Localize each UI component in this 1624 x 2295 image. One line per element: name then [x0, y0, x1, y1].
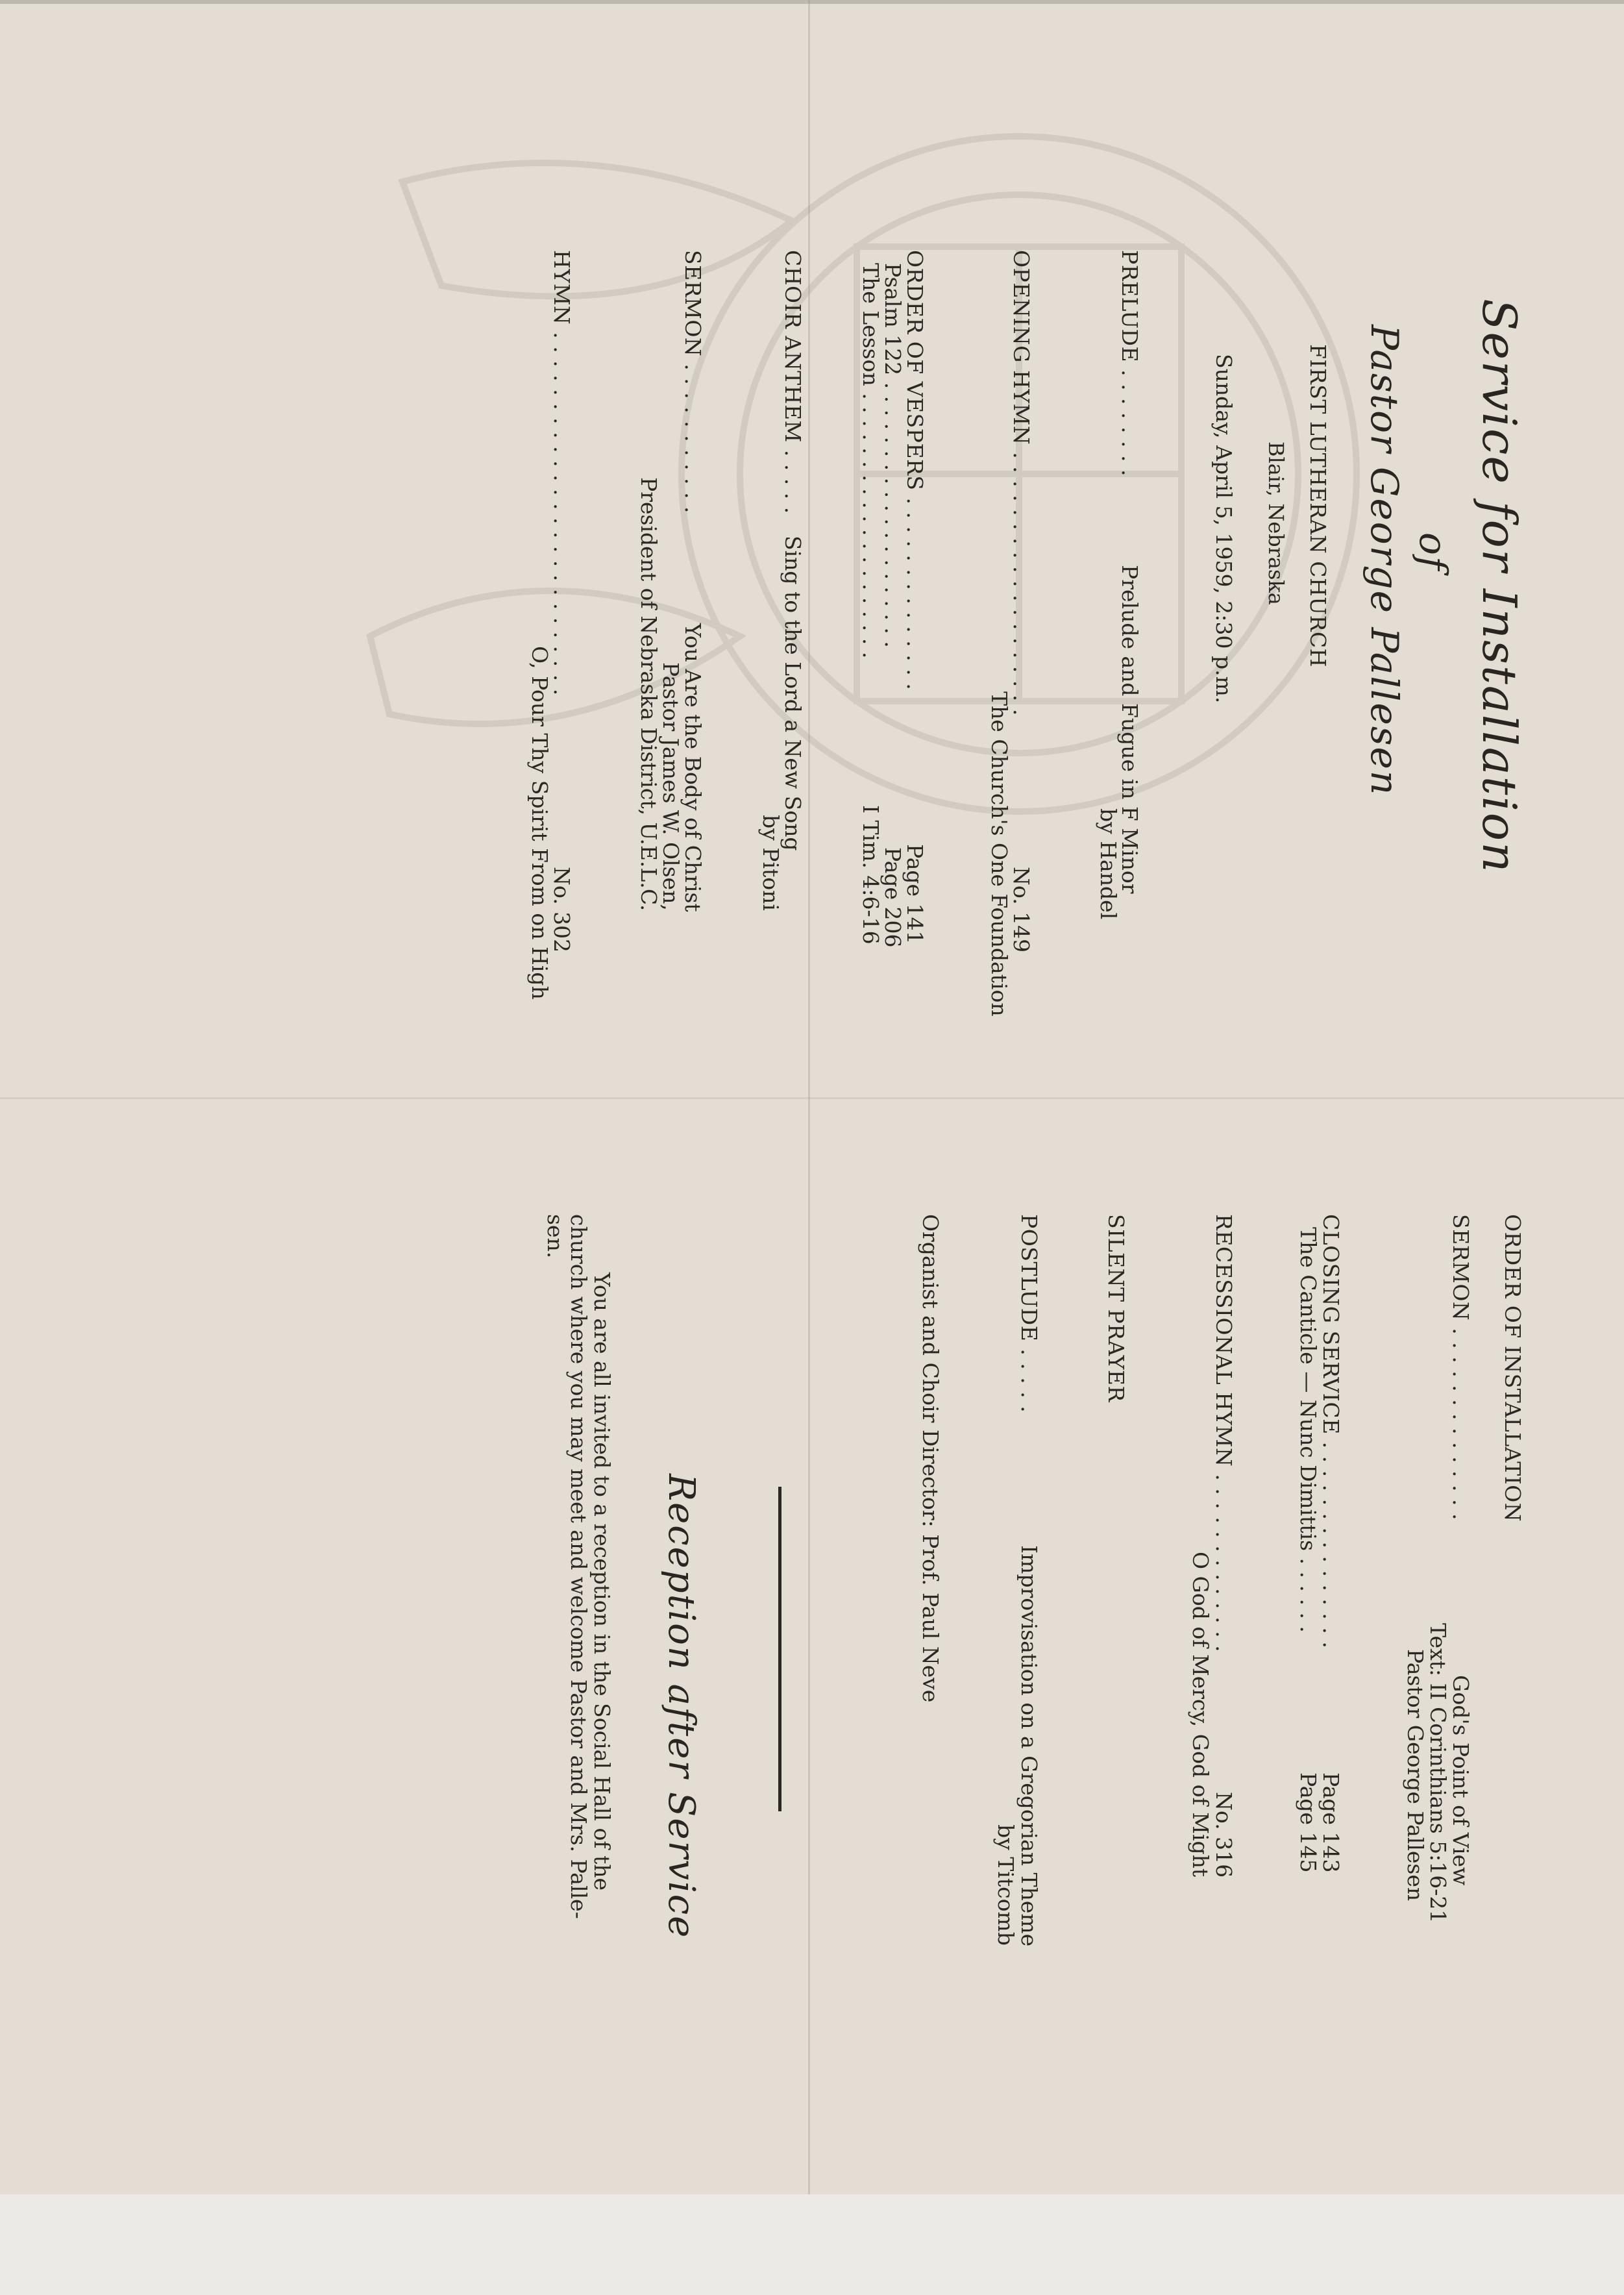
postlude-label: POSTLUDE . . . . . [1016, 1214, 1042, 1413]
opening-hymn-title: The Church's One Foundation [987, 691, 1012, 1017]
honoree-name: Pastor George Pallesen [1362, 325, 1407, 797]
lesson-label: The Lesson . . . . . . . . . . . . . . . . . . . . [858, 263, 883, 659]
closing-service-label: CLOSING SERVICE . . . . . . . . . . . . . . . [1318, 1214, 1344, 1649]
postlude-value: Improvisation on a Gregorian Theme [1016, 1545, 1042, 1947]
silent-prayer: SILENT PRAYER [1103, 1214, 1129, 1402]
church-location: Blair, Nebraska [1264, 441, 1288, 605]
psalm-label: Psalm 122 . . . . . . . . . . . . . . . . . . . . [880, 263, 905, 648]
organist-line: Organist and Choir Director: Prof. Paul Neve [918, 1214, 943, 1703]
hymn-label: HYMN . . . . . . . . . . . . . . . . . . . . . . . . . . [549, 250, 574, 696]
canticle-label: The Canticle — Nunc Dimittis . . . . . . [1296, 1227, 1321, 1633]
right-sermon-speaker: Pastor George Pallesen [1403, 1649, 1428, 1902]
divider-rule [778, 1487, 781, 1811]
installation-heading: ORDER OF INSTALLATION [1500, 1214, 1525, 1522]
recessional-label: RECESSIONAL HYMN . . . . . . . . . . . . . [1211, 1214, 1236, 1653]
canticle-page: Page 145 [1296, 1772, 1321, 1873]
sermon-title: You Are the Body of Christ [680, 623, 706, 912]
anthem-title: Sing to the Lord a New Song [780, 536, 806, 851]
recessional-number: No. 316 [1211, 1792, 1236, 1878]
service-title: Service for Installation [1472, 299, 1527, 874]
sermon-speaker: Pastor James W. Olsen, [658, 662, 683, 911]
postlude-composer: by Titcomb [993, 1824, 1018, 1946]
anthem-label: CHOIR ANTHEM . . . . . [780, 250, 806, 514]
scan-background [0, 2194, 1624, 2295]
sermon-office: President of Nebraska District, U.E.L.C. [636, 477, 661, 912]
right-sermon-label: SERMON . . . . . . . . . . . . . . [1448, 1214, 1473, 1520]
invitation-line-3: sen. [543, 1214, 568, 1259]
vespers-page: Page 141 [902, 844, 928, 945]
closing-service-page: Page 143 [1318, 1772, 1344, 1873]
anthem-composer: by Pitoni [758, 815, 783, 911]
sermon-label: SERMON . . . . . . . . . . . [680, 250, 706, 514]
service-date: Sunday, April 5, 1959, 2:30 p.m. [1211, 354, 1236, 704]
hymn-number: No. 302 [549, 867, 574, 953]
opening-hymn-number: No. 149 [1009, 867, 1034, 953]
right-sermon-text: Text: II Corinthians 5:16-21 [1425, 1623, 1451, 1924]
prelude-value: Prelude and Fugue in F Minor [1117, 565, 1142, 894]
opening-hymn-label: OPENING HYMN . . . . . . . . . . . . . . . . . . . [1009, 250, 1034, 716]
hymn-title: O, Pour Thy Spirit From on High [527, 646, 552, 1000]
right-sermon-title: God's Point of View [1448, 1675, 1473, 1886]
vespers-label: ORDER OF VESPERS . . . . . . . . . . . . . . [902, 250, 928, 691]
reception-title: Reception after Service [660, 1474, 702, 1939]
invitation-line-2: church where you may meet and welcome Pastor and Mrs. Palle- [566, 1214, 591, 1919]
prelude-composer: by Handel [1096, 808, 1121, 920]
church-name: FIRST LUTHERAN CHURCH [1305, 344, 1331, 667]
invitation-line-1: You are all invited to a reception in the Social Hall of the [589, 1272, 615, 1891]
lesson-ref: I Tim. 4:6-16 [858, 805, 883, 945]
recessional-title: O God of Mercy, God of Might [1188, 1552, 1213, 1878]
prelude-label: PRELUDE . . . . . . . . [1117, 250, 1142, 477]
psalm-page: Page 206 [880, 847, 905, 948]
title-of: of [1411, 532, 1455, 572]
